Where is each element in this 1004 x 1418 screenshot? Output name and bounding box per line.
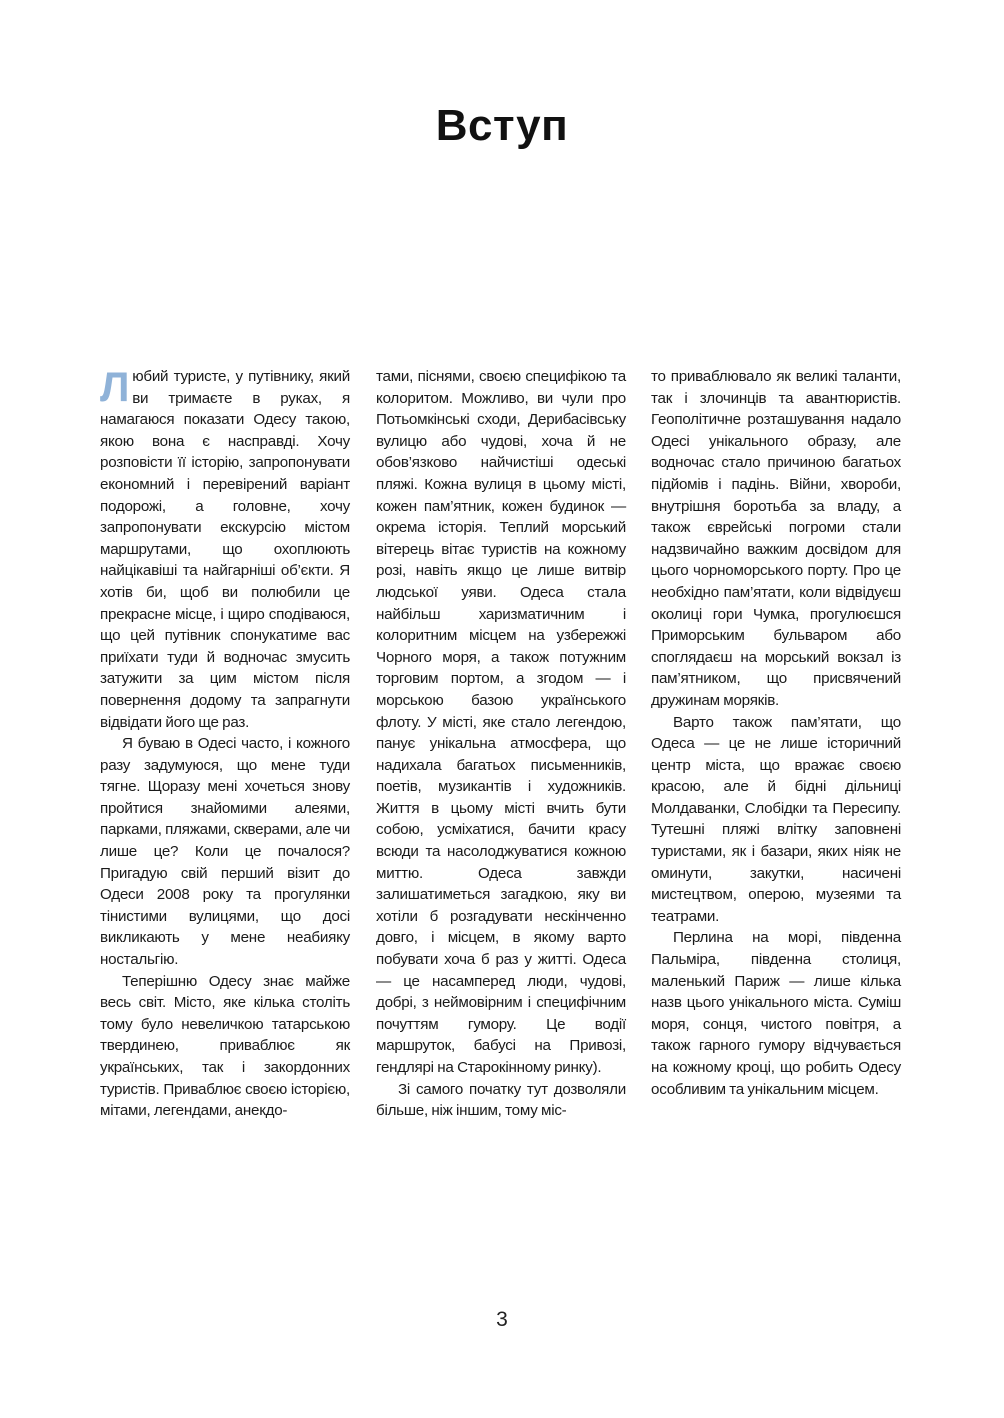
paragraph: то приваблювало як великі таланти, так і злочинців та авантюристів. Геополітичне розташування надало Одесі унікального образу, але водночас стало причиною багатьох підйомів і падінь. Війни, хвороби, внутрішня боротьба за владу, а також єврейські погроми стали надзвичайно важким досвідом для цього чорноморського порту. Про це необхідно пам’ятати, коли відвідуєш околиці гори Чумка, прогулюєшся Приморським бульваром або споглядаєш на морський вокзал із пам’ятником, що присвячений дружинам моряків. (651, 368, 901, 709)
paragraph: Я буваю в Одесі часто, і кожного разу задумуюся, що мене туди тягне. Щоразу мені хочеться знову пройтися знайомими алеями, парками, пляжами, скверами, але чи лише це? Коли це почалося? Пригадую свій перший візит до Одеси 2008 року та прогулянки тінистими вулицями, що досі викликають у мене неабияку ностальгію. (100, 735, 350, 969)
text-column-3 (651, 366, 901, 1100)
text-column-1 (100, 363, 350, 1122)
paragraph: тами, піснями, своєю специфікою та колоритом. Можливо, ви чули про Потьомкінські сходи, Дерибасівську вулицю або чудові, хоча й не обов’язково найчистіші одеські пляжі. Кожна вулиця в цьому місті, кожен пам’ятник, кожен будинок — окрема історія. Теплий морський вітерець вітає туристів на кожному розі, навіть якщо це лише витвір людської уяви. Одеса стала найбільш харизматичним і колоритним місцем на узбережжі Чорного моря, а також потужним торговим портом, а згодом — і морською базою українського флоту. У місті, яке стало легендою, панує унікальна атмосфера, що надихала багатьох письменників, поетів, музикантів і художників. Життя в цьому місті вчить бути собою, усміхатися, бачити красу всюди та насолоджуватися кожною миттю. Одеса завжди залишатиметься загадкою, яку ви хотіли б розгадувати нескінченно довго, і місцем, в якому варто побувати хоча б раз у житті. Одеса — це насамперед люди, чудові, добрі, з неймовірним і специфічним почуттям гумору. Це водії маршруток, бабусі на Привозі, гендлярі на Старокінному ринку). (376, 368, 626, 1076)
paragraph: Теперішню Одесу знає майже весь світ. Місто, яке кілька століть тому було невеличкою татарською твердинею, приваблює як українських, так і закордонних туристів. Приваблює своєю історією, мітами, легендами, анекдо- (100, 972, 350, 1120)
paragraph: Варто також пам’ятати, що Одеса — це не лише історичний центр міста, що вражає своєю красою, але й бідні дільниці Молдаванки, Слобідки та Пересипу. Тутешні пляжі влітку заповнені туристами, як і базари, яких ніяк не оминути, закутки, насичені мистецтвом, оперою, музеями та театрами. (651, 713, 901, 925)
drop-cap: Л (100, 363, 130, 410)
page-number: 3 (496, 1308, 508, 1331)
paragraph (100, 363, 350, 733)
paragraph: Перлина на морі, південна Пальміра, південна столиця, маленький Париж — лише кілька назв цього унікального міста. Суміш моря, сонця, чистого повітря, а також гарного гумору відчувається на кожному кроці, що робить Одесу особливим та унікальним місцем. (651, 929, 901, 1098)
text-column-2 (376, 366, 626, 1122)
paragraph-text: юбий туристе, у путівнику, який ви тримаєте в руках, я намагаюся показати Одесу такою, якою вона є насправді. Хочу розповісти її історію, запропонувати економний і перевірений варіант подорожі, а головне, хочу запропонувати екскурсію містом маршрутами, що охоплюють найцікавіші та найгарніші об’єкти. Я хотів би, щоб ви полюбили це прекрасне місце, і щиро сподіваюся, що цей путівник спонукатиме вас приїхати туди й водночас змусить затужити за цим містом після повернення додому та запрагнути відвідати його ще раз. (100, 368, 350, 731)
page-title: Вступ (435, 101, 569, 150)
paragraph: Зі самого початку тут дозволяли більше, ніж іншим, тому міс- (376, 1080, 626, 1120)
